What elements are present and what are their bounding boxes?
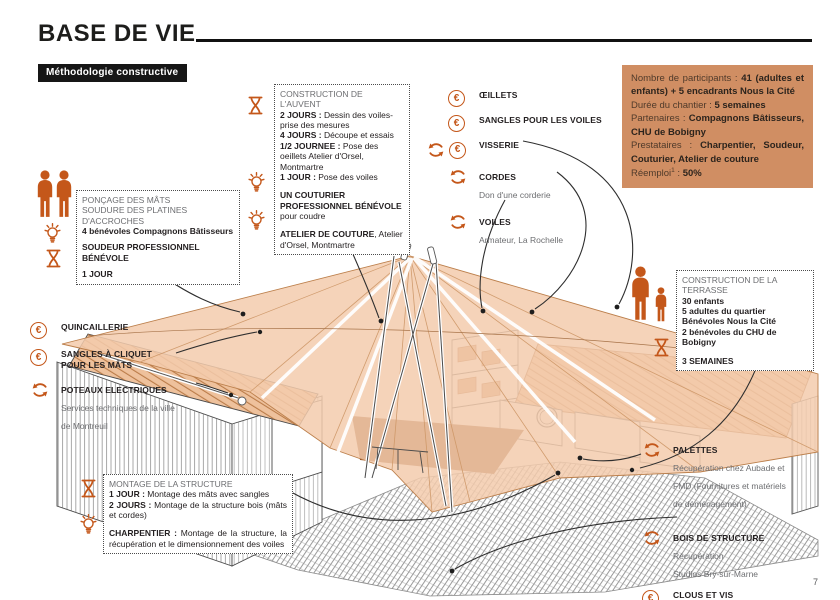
recycle-icon	[30, 380, 50, 400]
material-item	[642, 590, 814, 600]
mast-duration: 1 JOUR	[82, 269, 113, 280]
montage-block	[76, 474, 292, 570]
material-item	[448, 90, 608, 107]
material-item	[448, 167, 608, 203]
montage-step-2: 2 JOURS : Montage de la structure bois (mâts et cordes)	[109, 499, 287, 521]
euro-icon: €	[30, 322, 47, 339]
material-source: Studios Bry-sur-Marne	[673, 569, 759, 579]
material-label: VOILES	[479, 217, 511, 227]
montage-box	[103, 474, 293, 554]
terrasse-title: CONSTRUCTION DE LA TERRASSE	[682, 275, 777, 296]
recycle-icon	[426, 140, 446, 160]
duration-value: 5 semaines	[714, 99, 766, 111]
recycle-icon	[642, 440, 662, 460]
reuse-label: Réemploi	[631, 168, 672, 180]
terrasse-children: 30 enfants	[682, 295, 725, 306]
euro-icon: €	[448, 115, 465, 132]
duration-label: Durée du chantier :	[631, 99, 715, 111]
terrasse-volunteers: Bénévoles Nous la Cité	[682, 316, 777, 327]
material-label: BOIS DE STRUCTURE	[673, 533, 765, 543]
reuse-colon: :	[674, 168, 683, 180]
terrasse-box	[676, 270, 814, 371]
material-label: POTEAUX ELECTRIQUES	[61, 385, 167, 396]
material-label: CLOUS ET VIS	[673, 590, 734, 600]
info-panel	[622, 65, 813, 188]
mast-task-1: PONÇAGE DES MÂTS	[82, 195, 171, 205]
auvent-tailor: UN COUTURIER PROFESSIONNEL BÉNÉVOLE pour coudre	[280, 190, 402, 221]
material-item	[448, 115, 608, 132]
material-label: QUINCAILLERIE	[61, 322, 129, 332]
montage-title: MONTAGE DE LA STRUCTURE	[109, 479, 233, 489]
material-label: PALETTES	[673, 445, 718, 455]
auvent-block	[246, 84, 410, 250]
material-item	[642, 528, 814, 582]
material-source: Récupération	[673, 551, 724, 561]
reuse-value: 50%	[682, 168, 702, 180]
participants-label: Nombre de participants :	[631, 73, 742, 84]
material-source: Services techniques de la ville de Montreuil	[61, 403, 175, 432]
methodology-tag: Méthodologie constructive	[38, 64, 187, 82]
page-title: BASE DE VIE	[38, 20, 196, 47]
providers-label: Prestataires :	[631, 140, 701, 152]
material-source: Récupération chez Aubade et FMD (Fournitures et matériels de déménagement)	[673, 463, 786, 509]
hourglass-icon	[46, 249, 61, 268]
material-source: Armateur, La Rochelle	[479, 235, 564, 245]
euro-icon: €	[642, 590, 659, 600]
terrasse-block	[628, 260, 814, 366]
material-label: VISSERIE	[479, 140, 520, 150]
material-item	[30, 349, 195, 370]
mast-box	[76, 190, 240, 285]
material-item	[30, 322, 195, 339]
recycle-icon	[448, 212, 468, 232]
montage-step-1: 1 JOUR : Montage des mâts avec sangles	[109, 489, 270, 500]
material-item	[448, 140, 608, 160]
materials-right	[642, 440, 814, 600]
material-label: ŒILLETS	[479, 90, 518, 100]
page-number: 7	[812, 577, 818, 587]
recycle-icon	[448, 167, 468, 187]
lightbulb-icon	[246, 208, 267, 231]
people-icon	[34, 168, 78, 218]
material-label: SANGLES POUR LES VOILES	[479, 115, 602, 125]
auvent-box	[274, 84, 410, 255]
lightbulb-icon	[78, 512, 99, 535]
providers-value: Charpentier, Soudeur, Couturier, Atelier de couture	[631, 140, 805, 165]
mast-volunteers: 4 bénévoles Compagnons Bâtisseurs	[82, 226, 234, 237]
reuse-footnote-mark: 1	[671, 167, 675, 175]
auvent-step-4: 1 JOUR : Pose des voiles	[280, 171, 378, 182]
hourglass-icon	[81, 479, 96, 498]
auvent-step-2: 4 JOURS : Découpe et essais	[280, 130, 394, 141]
mast-task-2: SOUDURE DES PLATINES D'ACCROCHES	[82, 205, 188, 226]
hourglass-icon	[248, 96, 263, 115]
terrasse-adults: 5 adultes du quartier	[682, 306, 766, 317]
material-item	[448, 212, 608, 248]
material-label: CORDES	[479, 172, 516, 182]
material-label: SANGLES À CLIQUET POUR LES MÂTS	[61, 349, 152, 370]
auvent-step-3: 1/2 JOURNEE : Pose des oeillets Atelier d'Orsel, Montmartre	[280, 140, 379, 172]
montage-carpenter: CHARPENTIER : Montage de la structure, la récupération et le dimensionnement des voiles	[109, 528, 287, 549]
materials-left	[30, 322, 195, 434]
participants-value: 41 (adultes et enfants) + 5 encadrants Nous la Cité	[631, 73, 804, 98]
material-item	[30, 380, 195, 434]
material-item	[642, 440, 814, 512]
partners-label: Partenaires :	[631, 113, 689, 125]
adult-child-icon	[628, 266, 672, 328]
mast-welder: SOUDEUR PROFESSIONNEL BÉNÉVOLE	[82, 242, 200, 263]
header-rule	[196, 39, 812, 42]
materials-mid	[448, 90, 608, 248]
lightbulb-icon	[246, 170, 267, 193]
lightbulb-icon	[42, 221, 63, 244]
hourglass-icon	[654, 338, 669, 357]
terrasse-duration: 3 SEMAINES	[682, 355, 734, 366]
material-source: Don d'une corderie	[479, 190, 551, 200]
auvent-step-1: 2 JOURS : Dessin des voiles- prise des mesures	[280, 109, 393, 131]
euro-icon: €	[448, 90, 465, 107]
mast-block	[34, 168, 240, 280]
auvent-title: CONSTRUCTION DE L'AUVENT	[280, 89, 363, 110]
auvent-workshop: ATELIER DE COUTURE, Atelier d'Orsel, Montmartre	[280, 229, 403, 250]
recycle-icon	[642, 528, 662, 548]
terrasse-chu: 2 bénévoles du CHU de Bobigny	[682, 326, 777, 348]
euro-icon: €	[30, 349, 47, 366]
partners-value: Compagnons Bâtisseurs, CHU de Bobigny	[631, 113, 804, 138]
euro-icon: €	[449, 142, 466, 159]
